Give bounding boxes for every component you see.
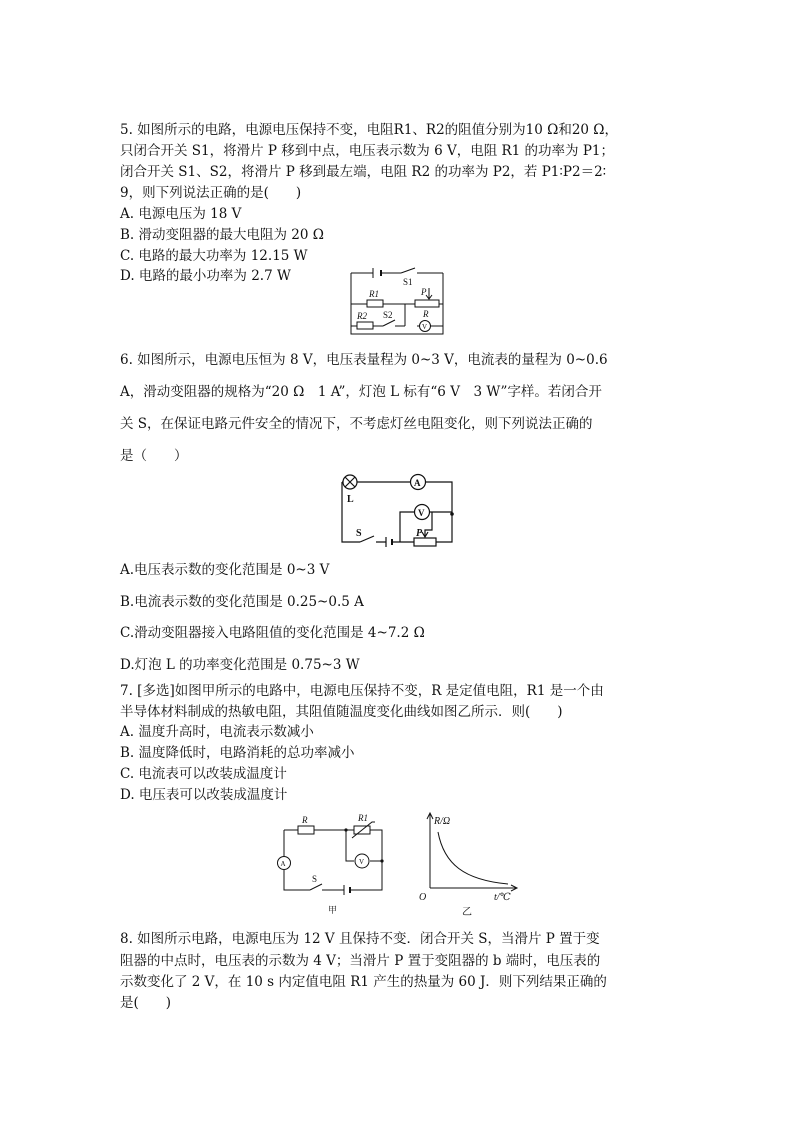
q6-option-a: A.电压表示数的变化范围是 0~3 V xyxy=(120,562,330,578)
q6-line-4: 是（ ） xyxy=(120,448,188,464)
q8-line-4: 是( ) xyxy=(120,995,172,1011)
q6-option-c: C.滑动变阻器接入电路阻值的变化范围是 4~7.2 Ω xyxy=(120,625,425,641)
q5-line-4: 9，则下列说法正确的是( ) xyxy=(120,185,302,201)
q7-label-r: R xyxy=(302,815,308,825)
q5-line-1: 5. 如图所示的电路，电源电压保持不变，电阻R1、R2的阻值分别为10 Ω和20 Ω， xyxy=(120,122,619,138)
q5-voltmeter-label: V xyxy=(422,323,428,331)
q7-graph-xlabel: t/℃ xyxy=(494,892,511,903)
q7-caption-yi: 乙 xyxy=(462,907,472,918)
q7-option-c: C. 电流表可以改装成温度计 xyxy=(120,766,287,782)
q5-label-r: R xyxy=(423,309,429,319)
q7-circuit-diagram-jia xyxy=(272,812,396,920)
q6-label-l: L xyxy=(347,494,354,505)
q7-option-a: A. 温度升高时，电流表示数减小 xyxy=(120,724,314,740)
q7-option-b: B. 温度降低时，电路消耗的总功率减小 xyxy=(120,745,355,761)
q5-option-c: C. 电路的最大功率为 12.15 W xyxy=(120,248,308,264)
q6-line-1: 6. 如图所示，电源电压恒为 8 V，电压表量程为 0~3 V，电流表的量程为 0~0.6 xyxy=(120,352,608,368)
q6-option-b: B.电流表示数的变化范围是 0.25~0.5 A xyxy=(120,594,364,610)
q7-label-s: S xyxy=(312,874,318,884)
q5-option-b: B. 滑动变阻器的最大电阻为 20 Ω xyxy=(120,227,324,243)
q5-label-s2: S2 xyxy=(383,310,393,320)
q5-option-d: D. 电路的最小功率为 2.7 W xyxy=(120,268,291,284)
q7-option-d: D. 电压表可以改装成温度计 xyxy=(120,787,288,803)
q8-line-3: 示数变化了 2 V，在 10 s 内定值电阻 R1 产生的热量为 60 J．则下列结果正确的 xyxy=(120,974,607,990)
q5-label-r1: R1 xyxy=(369,289,379,299)
q6-voltmeter-label: V xyxy=(418,508,425,518)
q5-label-s1: S1 xyxy=(403,277,413,287)
q5-circuit-diagram xyxy=(345,266,449,342)
q7-line-1: 7. [多选]如图甲所示的电路中，电源电压保持不变，R 是定值电阻，R1 是一个由 xyxy=(120,683,604,699)
q8-line-1: 8. 如图所示电路，电源电压为 12 V 且保持不变．闭合开关 S，当滑片 P 置于变 xyxy=(120,931,600,947)
q6-label-s: S xyxy=(356,528,362,539)
q5-line-3: 闭合开关 S1、S2，将滑片 P 移到最左端，电阻 R2 的功率为 P2，若 P1∶P2＝2∶ xyxy=(120,164,607,180)
q7-resistance-temperature-graph xyxy=(416,808,526,920)
q6-ammeter-label: A xyxy=(414,478,421,488)
q6-option-d: D.灯泡 L 的功率变化范围是 0.75~3 W xyxy=(120,657,360,673)
q7-line-2: 半导体材料制成的热敏电阻，其阻值随温度变化曲线如图乙所示．则( ) xyxy=(120,704,563,720)
q5-line-2: 只闭合开关 S1，将滑片 P 移到中点，电压表示数为 6 V，电阻 R1 的功率为 P1； xyxy=(120,143,615,159)
q6-circuit-diagram xyxy=(330,470,462,554)
q7-caption-jia: 甲 xyxy=(328,905,338,915)
q7-voltmeter-label: V xyxy=(359,858,365,866)
q7-graph-origin: O xyxy=(419,892,427,903)
q7-label-r1: R1 xyxy=(358,813,368,823)
q5-option-a: A. 电源电压为 18 V xyxy=(120,206,242,222)
q8-line-2: 阻器的中点时，电压表的示数为 4 V；当滑片 P 置于变阻器的 b 端时，电压表的 xyxy=(120,953,601,969)
q7-ammeter-label: A xyxy=(280,860,286,868)
q6-line-3: 关 S，在保证电路元件安全的情况下，不考虑灯丝电阻变化，则下列说法正确的 xyxy=(120,416,593,432)
q6-line-2: A，滑动变阻器的规格为“20 Ω 1 A”，灯泡 L 标有“6 V 3 W”字样。若闭合开 xyxy=(120,384,602,400)
q6-label-p: P xyxy=(416,528,423,539)
q7-graph-ylabel: R/Ω xyxy=(434,816,451,827)
q5-label-p: P xyxy=(421,287,427,297)
q5-label-r2: R2 xyxy=(357,311,367,321)
